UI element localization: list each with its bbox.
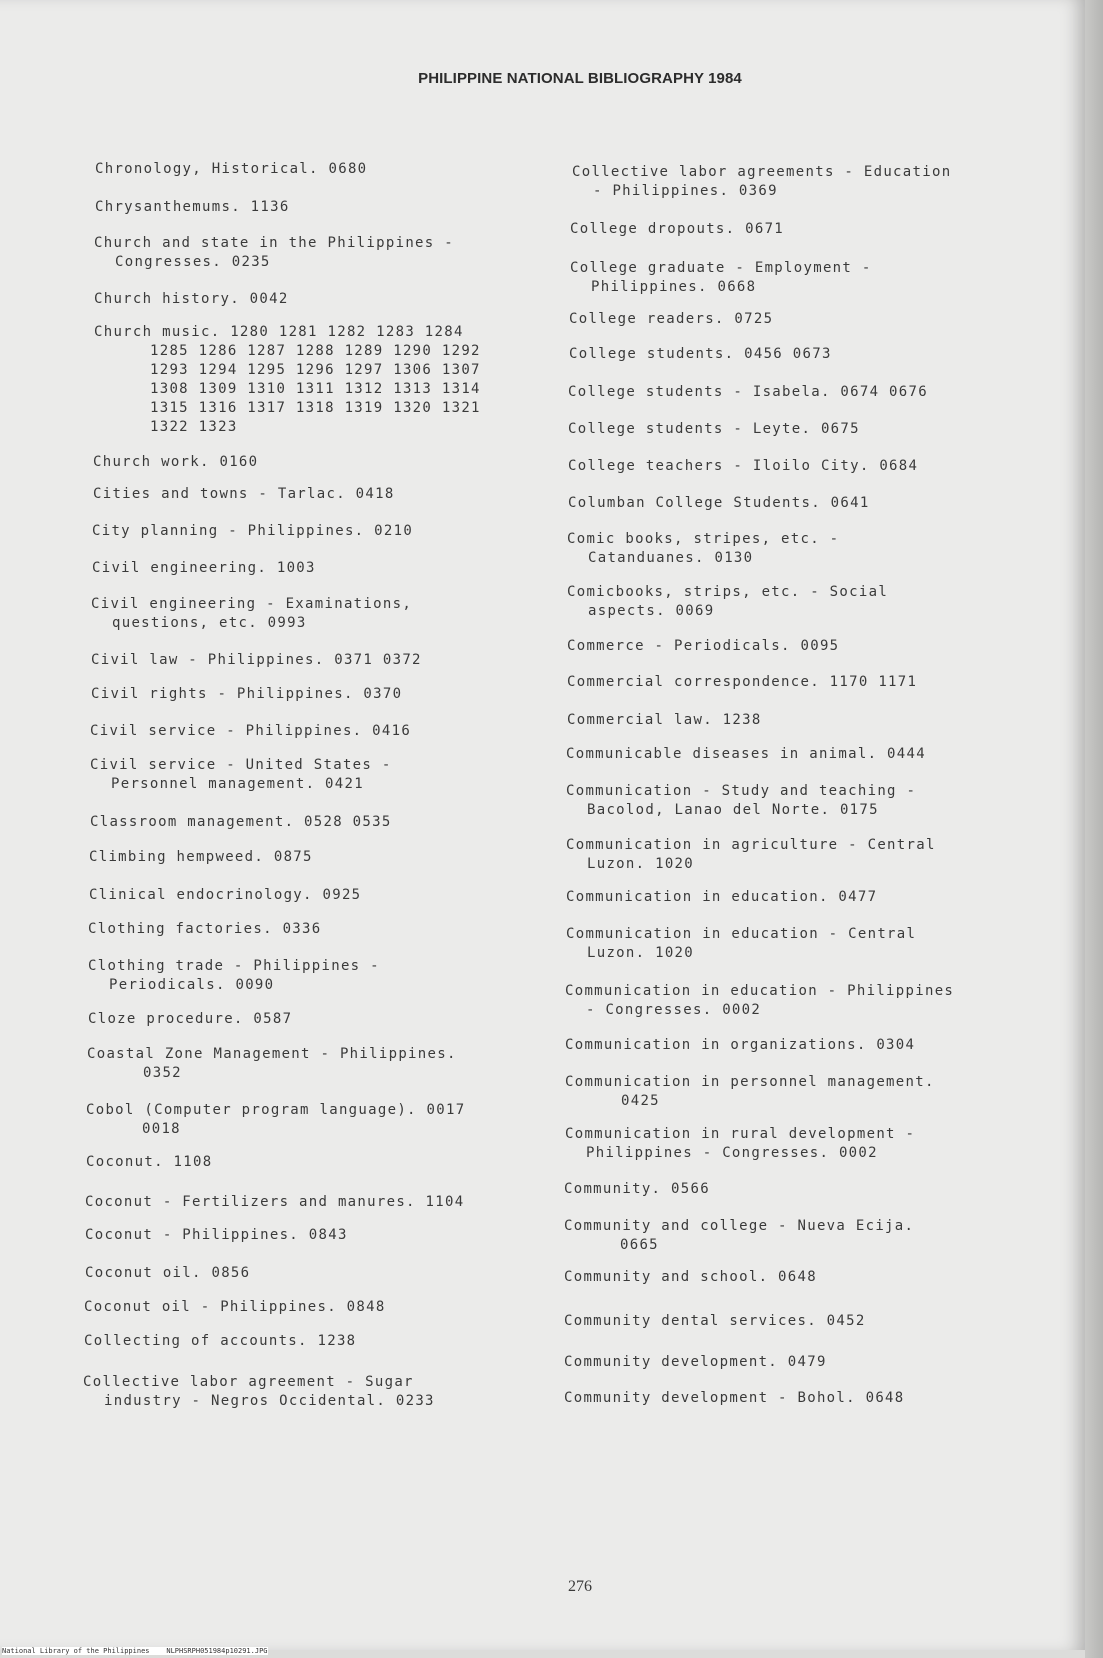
entry-heading: Communication in education - Philippines bbox=[565, 983, 955, 999]
index-entry bbox=[568, 420, 860, 439]
entry-heading: Communicable diseases in animal. 0444 bbox=[566, 746, 926, 762]
entry-continuation: 1315 1316 1317 1318 1319 1320 1321 bbox=[150, 400, 481, 416]
binding-edge bbox=[1085, 0, 1103, 1658]
entry-continuation: questions, etc. 0993 bbox=[112, 615, 307, 631]
entry-heading: Community and college - Nueva Ecija. bbox=[564, 1218, 915, 1234]
entry-heading: Coconut. 1108 bbox=[86, 1154, 213, 1170]
entry-heading: Coconut - Fertilizers and manures. 1104 bbox=[85, 1194, 465, 1210]
index-entry bbox=[92, 522, 413, 541]
entry-heading: Comicbooks, strips, etc. - Social bbox=[567, 584, 889, 600]
index-entry bbox=[85, 1193, 464, 1212]
entry-heading: Coconut - Philippines. 0843 bbox=[85, 1227, 348, 1243]
index-entry bbox=[565, 982, 954, 1020]
index-entry bbox=[90, 722, 411, 741]
entry-heading: Commercial law. 1238 bbox=[567, 712, 762, 728]
entry-heading: Collective labor agreements - Education bbox=[572, 164, 952, 180]
index-entry bbox=[84, 1298, 386, 1317]
index-entry bbox=[86, 1153, 212, 1172]
entry-continuation: 1285 1286 1287 1288 1289 1290 1292 bbox=[150, 343, 481, 359]
entry-heading: Civil service - United States - bbox=[90, 757, 392, 773]
page-number: 276 bbox=[568, 1578, 592, 1595]
index-entry bbox=[88, 1010, 292, 1029]
index-entry bbox=[89, 848, 313, 867]
entry-heading: College graduate - Employment - bbox=[570, 260, 872, 276]
entry-heading: Commerce - Periodicals. 0095 bbox=[567, 638, 840, 654]
index-entry bbox=[564, 1217, 914, 1255]
index-entry bbox=[570, 259, 872, 297]
entry-continuation: 0018 bbox=[142, 1121, 181, 1137]
entry-heading: Chronology, Historical. 0680 bbox=[95, 161, 368, 177]
entry-continuation: 1322 1323 bbox=[150, 419, 238, 435]
entry-continuation: 1293 1294 1295 1296 1297 1306 1307 bbox=[150, 362, 481, 378]
entry-heading: Communication in agriculture - Central bbox=[566, 837, 936, 853]
index-entry bbox=[91, 595, 412, 633]
entry-heading: Chrysanthemums. 1136 bbox=[95, 199, 290, 215]
entry-heading: Communication in organizations. 0304 bbox=[565, 1037, 916, 1053]
entry-heading: Clothing trade - Philippines - bbox=[88, 958, 380, 974]
index-entry bbox=[92, 559, 316, 578]
entry-heading: College students. 0456 0673 bbox=[569, 346, 832, 362]
entry-continuation: Personnel management. 0421 bbox=[111, 776, 364, 792]
index-entry bbox=[566, 745, 926, 764]
index-entry bbox=[564, 1353, 827, 1372]
index-entry bbox=[566, 925, 916, 963]
index-entry bbox=[567, 637, 839, 656]
index-entry bbox=[564, 1389, 905, 1408]
entry-continuation: Periodicals. 0090 bbox=[109, 977, 275, 993]
entry-continuation: - Philippines. 0369 bbox=[593, 183, 778, 199]
index-entry bbox=[85, 1226, 348, 1245]
entry-heading: Civil law - Philippines. 0371 0372 bbox=[91, 652, 422, 668]
entry-heading: College teachers - Iloilo City. 0684 bbox=[568, 458, 919, 474]
index-entry bbox=[87, 1045, 457, 1083]
index-entry bbox=[569, 345, 832, 364]
index-entry bbox=[569, 310, 773, 329]
entry-heading: Climbing hempweed. 0875 bbox=[89, 849, 313, 865]
index-entry bbox=[565, 1073, 935, 1111]
entry-heading: Communication in rural development - bbox=[565, 1126, 916, 1142]
index-entry bbox=[94, 234, 454, 272]
index-entry bbox=[90, 813, 392, 832]
index-entry bbox=[567, 673, 917, 692]
entry-continuation: Catanduanes. 0130 bbox=[588, 550, 754, 566]
entry-heading: College readers. 0725 bbox=[569, 311, 774, 327]
entry-heading: City planning - Philippines. 0210 bbox=[92, 523, 414, 539]
entry-heading: Communication in education - Central bbox=[566, 926, 917, 942]
entry-heading: Church music. 1280 1281 1282 1283 1284 bbox=[94, 324, 464, 340]
index-entry bbox=[564, 1268, 817, 1287]
entry-heading: Community dental services. 0452 bbox=[564, 1313, 866, 1329]
index-entry bbox=[566, 782, 916, 820]
entry-heading: Collecting of accounts. 1238 bbox=[84, 1333, 357, 1349]
entry-continuation: Philippines - Congresses. 0002 bbox=[586, 1145, 878, 1161]
entry-heading: Comic books, stripes, etc. - bbox=[567, 531, 840, 547]
entry-continuation: Congresses. 0235 bbox=[115, 254, 271, 270]
entry-heading: College dropouts. 0671 bbox=[570, 221, 785, 237]
index-entry bbox=[572, 163, 951, 201]
index-entry bbox=[88, 920, 322, 939]
index-entry bbox=[84, 1332, 356, 1351]
index-entry bbox=[94, 323, 481, 437]
entry-heading: Clothing factories. 0336 bbox=[88, 921, 322, 937]
scan-footer: National Library of the Philippines NLPHSRPH051984p10291.JPG bbox=[2, 1647, 268, 1655]
entry-heading: Communication in education. 0477 bbox=[566, 889, 878, 905]
entry-continuation: industry - Negros Occidental. 0233 bbox=[104, 1393, 435, 1409]
entry-continuation: 0425 bbox=[621, 1093, 660, 1109]
index-entry bbox=[93, 485, 395, 504]
entry-heading: Communication - Study and teaching - bbox=[566, 783, 917, 799]
entry-heading: Civil service - Philippines. 0416 bbox=[90, 723, 412, 739]
entry-continuation: 1308 1309 1310 1311 1312 1313 1314 bbox=[150, 381, 481, 397]
index-entry bbox=[564, 1180, 710, 1199]
index-entry bbox=[91, 685, 402, 704]
index-entry bbox=[566, 836, 936, 874]
entry-heading: Cities and towns - Tarlac. 0418 bbox=[93, 486, 395, 502]
entry-continuation: Luzon. 1020 bbox=[587, 856, 695, 872]
index-entry bbox=[567, 530, 839, 568]
entry-heading: Columban College Students. 0641 bbox=[568, 495, 870, 511]
entry-continuation: - Congresses. 0002 bbox=[586, 1002, 762, 1018]
entry-heading: Civil engineering. 1003 bbox=[92, 560, 316, 576]
index-entry bbox=[90, 756, 392, 794]
page-title: PHILIPPINE NATIONAL BIBLIOGRAPHY 1984 bbox=[418, 70, 742, 87]
entry-continuation: Bacolod, Lanao del Norte. 0175 bbox=[587, 802, 879, 818]
entry-heading: Classroom management. 0528 0535 bbox=[90, 814, 392, 830]
index-entry bbox=[568, 494, 870, 513]
entry-heading: Community and school. 0648 bbox=[564, 1269, 817, 1285]
entry-heading: Civil engineering - Examinations, bbox=[91, 596, 413, 612]
entry-continuation: aspects. 0069 bbox=[588, 603, 715, 619]
index-entry bbox=[568, 457, 918, 476]
index-entry bbox=[567, 711, 762, 730]
index-entry bbox=[565, 1125, 915, 1163]
entry-heading: Clinical endocrinology. 0925 bbox=[89, 887, 362, 903]
index-entry bbox=[568, 383, 928, 402]
entry-heading: Cobol (Computer program language). 0017 bbox=[86, 1102, 466, 1118]
index-entry bbox=[570, 220, 784, 239]
entry-heading: College students - Leyte. 0675 bbox=[568, 421, 860, 437]
index-entry bbox=[89, 886, 361, 905]
entry-heading: Community development - Bohol. 0648 bbox=[564, 1390, 905, 1406]
entry-heading: Collective labor agreement - Sugar bbox=[83, 1374, 414, 1390]
entry-continuation: Luzon. 1020 bbox=[587, 945, 695, 961]
entry-heading: Community. 0566 bbox=[564, 1181, 710, 1197]
index-entry bbox=[94, 290, 289, 309]
entry-heading: College students - Isabela. 0674 0676 bbox=[568, 384, 928, 400]
entry-heading: Commercial correspondence. 1170 1171 bbox=[567, 674, 918, 690]
entry-heading: Church work. 0160 bbox=[93, 454, 259, 470]
index-entry bbox=[85, 1264, 250, 1283]
entry-heading: Coconut oil. 0856 bbox=[85, 1265, 251, 1281]
index-entry bbox=[564, 1312, 866, 1331]
entry-continuation: 0665 bbox=[620, 1237, 659, 1253]
index-entry bbox=[91, 651, 422, 670]
entry-heading: Cloze procedure. 0587 bbox=[88, 1011, 293, 1027]
index-entry bbox=[565, 1036, 915, 1055]
entry-continuation: Philippines. 0668 bbox=[591, 279, 757, 295]
index-entry bbox=[95, 198, 290, 217]
entry-heading: Coconut oil - Philippines. 0848 bbox=[84, 1299, 386, 1315]
index-entry bbox=[83, 1373, 435, 1411]
entry-heading: Community development. 0479 bbox=[564, 1354, 827, 1370]
entry-heading: Communication in personnel management. bbox=[565, 1074, 935, 1090]
index-entry bbox=[566, 888, 877, 907]
entry-continuation: 0352 bbox=[143, 1065, 182, 1081]
entry-heading: Civil rights - Philippines. 0370 bbox=[91, 686, 403, 702]
index-entry bbox=[95, 160, 367, 179]
entry-heading: Coastal Zone Management - Philippines. bbox=[87, 1046, 457, 1062]
index-entry bbox=[93, 453, 258, 472]
entry-heading: Church and state in the Philippines - bbox=[94, 235, 454, 251]
index-entry bbox=[88, 957, 380, 995]
index-entry bbox=[567, 583, 888, 621]
index-entry bbox=[86, 1101, 465, 1139]
entry-heading: Church history. 0042 bbox=[94, 291, 289, 307]
